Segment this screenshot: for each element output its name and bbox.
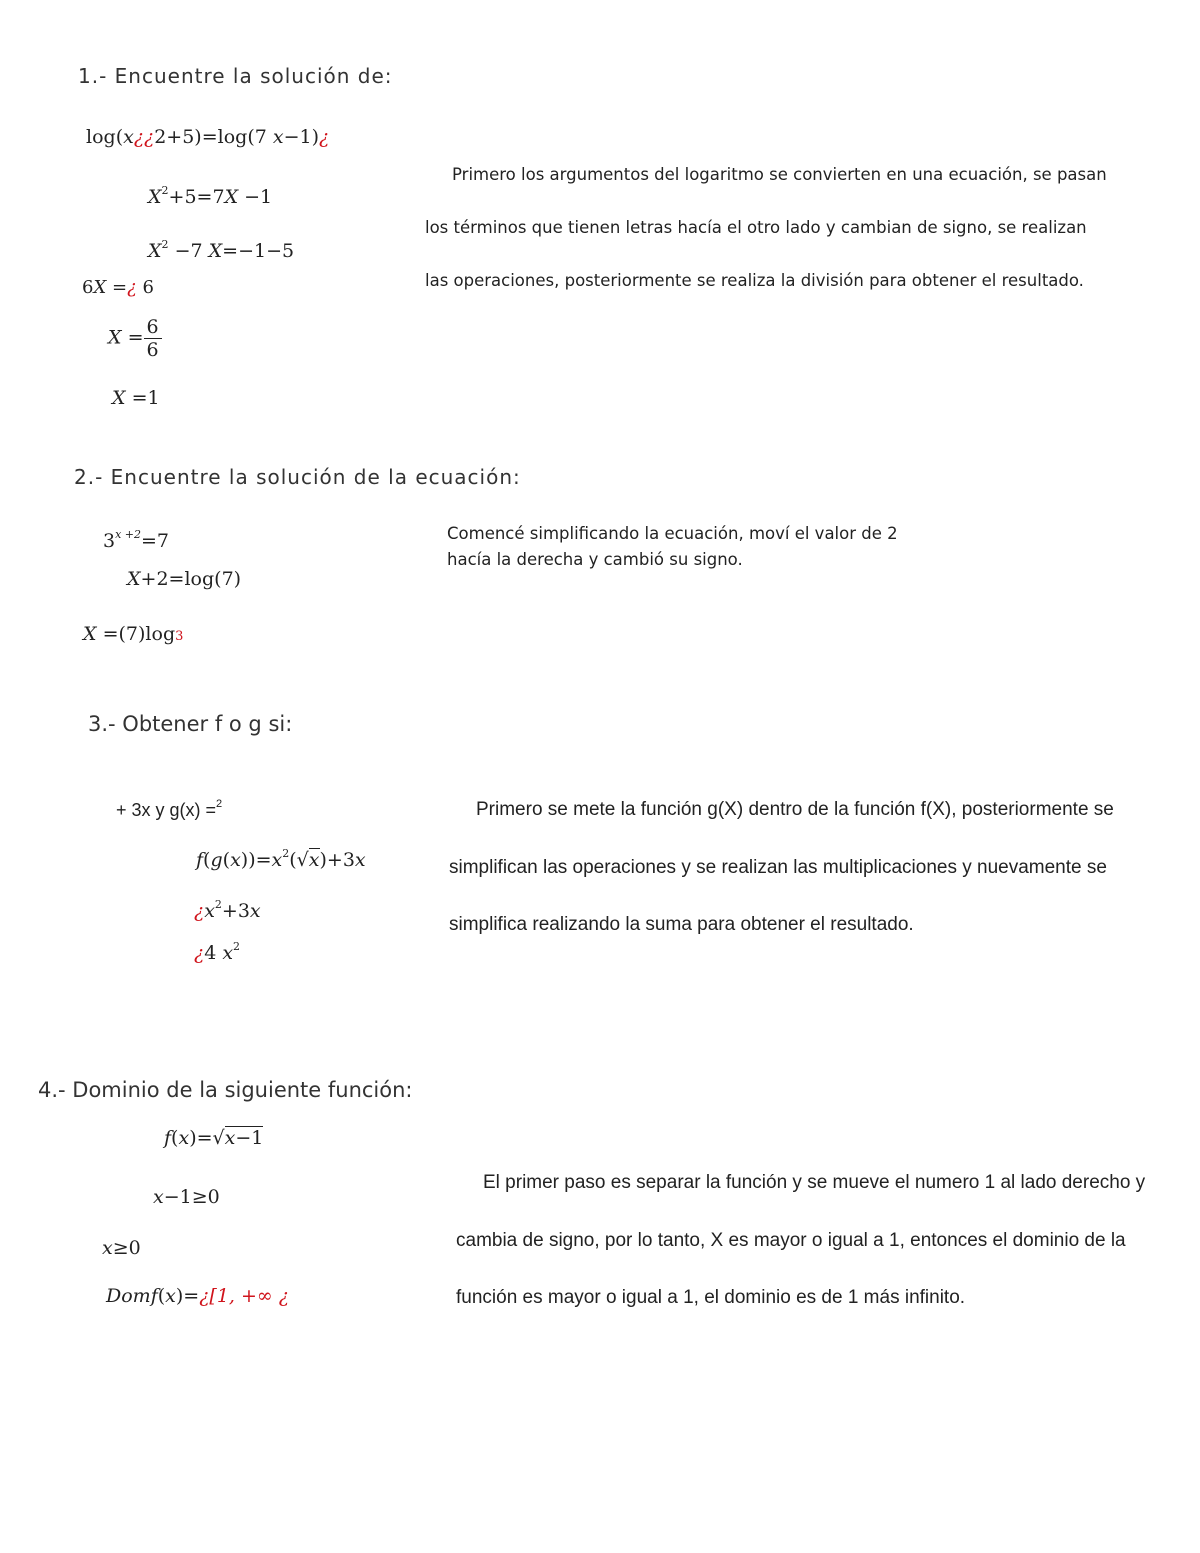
problem2-explanation: Comencé simplificando la ecuación, moví el valor de 2 hacía la derecha y cambió su signo. (447, 524, 898, 569)
p1-step3: $X^2 -7$ X=−1−5 (148, 238, 295, 262)
p1-step4: 6X =¿ 6 (82, 277, 154, 298)
problem4-heading: 4.- Dominio de la siguiente función: (38, 1078, 413, 1102)
p1-step1: log(x¿¿2+5)=log(7 x−1)¿ (86, 126, 330, 148)
problem1-explanation: Primero los argumentos del logaritmo se convierten en una ecuación, se pasan los términos que tienen letras hacía el otro lado y cambian de signo, se realizan las operaciones, posteriormente se realiza la división para obtener el resultado. (425, 165, 1107, 290)
problem3-explanation: Primero se mete la función g(X) dentro de la función f(X), posteriormente se simplifican las operaciones y se realizan las multiplicaciones y nuevamente se simplifica realizando la suma para obtener el resultado. (449, 799, 1114, 935)
problem1-heading: 1.- Encuentre la solución de: (78, 64, 393, 88)
p4-step2: x−1≥0 (153, 1186, 220, 1208)
p2-step1: $3^{x +2}=7$ (103, 528, 170, 552)
p2-step2: X+2=log(7) (127, 568, 242, 590)
p4-step3: x≥0 (102, 1237, 141, 1259)
problem3-heading: 3.- Obtener f o g si: (88, 712, 293, 736)
p1-step2: $X^2+5=7X -1$ (148, 184, 273, 208)
p2-step3: X =(7)log3 (83, 623, 184, 645)
problem2-heading: 2.- Encuentre la solución de la ecuación: (74, 465, 521, 489)
problem4-explanation: El primer paso es separar la función y se mueve el numero 1 al lado derecho y cambia de signo, por lo tanto, X es mayor o igual a 1, entonces el dominio de la función es mayor o igual a 1, el dominio es de 1 más infinito. (456, 1172, 1146, 1308)
p1-step6: X =1 (112, 387, 160, 409)
p3-step2: ¿$x^2+3x$ (194, 898, 261, 922)
p4-step1: f(x)=√x−1 (164, 1127, 264, 1149)
p3-step3: ¿4 $x^2$ (194, 940, 241, 964)
p3-step1: $f(g(x))=x^2(√x)+3x$ (196, 847, 366, 871)
p4-step4: Domf(x)=¿[1, +∞ ¿ (106, 1285, 289, 1307)
p3-given: + 3x y g(x) =$^2$ (116, 798, 223, 820)
p1-step5: X = $\frac{6}{6}$ (108, 316, 162, 361)
